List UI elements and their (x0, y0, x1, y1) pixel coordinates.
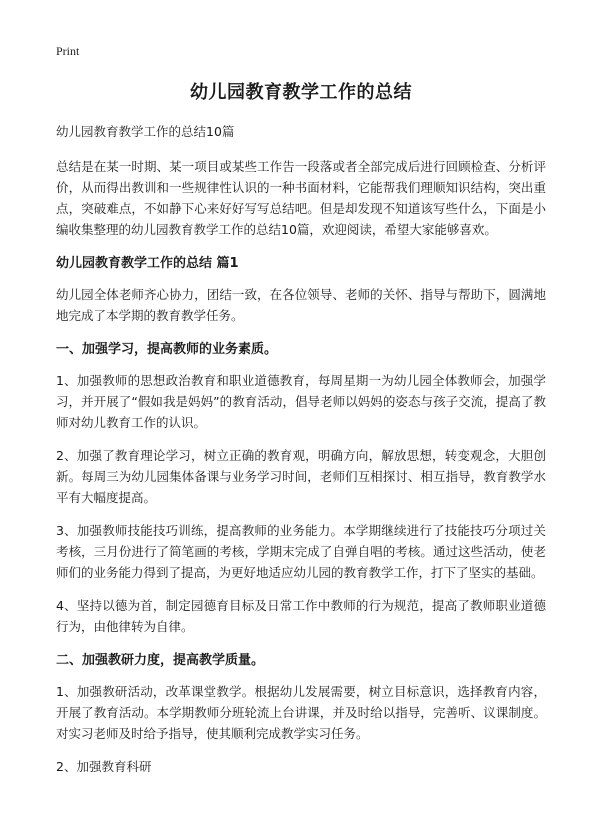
section2-item-2: 2、加强教育科研 (56, 759, 152, 774)
article-intro-paragraph: 幼儿园全体老师齐心协力，团结一致，在各位领导、老师的关怀、指导与帮助下，圆满地地完成了本学期的教育教学任务。 (56, 287, 546, 323)
print-link[interactable]: Print (56, 44, 80, 58)
document-title: 幼儿园教育教学工作的总结 (190, 82, 412, 103)
section1-item-2: 2、加强了教育理论学习，树立正确的教育观，明确方向，解放思想，转变观念，大胆创新。每周三为幼儿园集体备课与业务学习时间，老师们互相探讨、相互指导，教育教学水平有大幅度提高。 (56, 448, 546, 505)
document-subtitle: 幼儿园教育教学工作的总结10篇 (56, 124, 235, 139)
intro-paragraph: 总结是在某一时期、某一项目或某些工作告一段落或者全部完成后进行回顾检查、分析评价，从而得出教训和一些规律性认识的一种书面材料，它能帮我们理顺知识结构，突出重点，突破难点，不如静下心来好好写写总结吧。但是却发现不知道该写些什么，下面是小编收集整理的幼儿园教育教学工作的总结10篇，欢迎阅读，希望大家能够喜欢。 (56, 159, 546, 237)
section1-item-1: 1、加强教师的思想政治教育和职业道德教育，每周星期一为幼儿园全体教师会，加强学习，并开展了“假如我是妈妈”的教育活动，倡导老师以妈妈的姿态与孩子交流，提高了教师对幼儿教育工作的认识。 (56, 373, 546, 430)
section-heading-2: 二、加强教研力度，提高教学质量。 (56, 653, 265, 668)
section1-item-4: 4、坚持以德为首，制定园德育目标及日常工作中教师的行为规范，提高了教师职业道德行为，由他律转为自律。 (56, 598, 546, 634)
section2-item-1: 1、加强教研活动，改革课堂教学。根据幼儿发展需要，树立目标意识，选择教育内容，开展了教育活动。本学期教师分班轮流上台讲课，并及时给以指导，完善听、议课制度。对实习老师及时给予指导，使其顺利完成教学实习任务。 (56, 684, 546, 741)
section1-item-3: 3、加强教师技能技巧训练，提高教师的业务能力。本学期继续进行了技能技巧分项过关考核，三月份进行了简笔画的考核，学期末完成了自弹自唱的考核。通过这些活动，使老师们的业务能力得到了提高，为更好地适应幼儿园的教育教学工作，打下了坚实的基础。 (56, 523, 546, 580)
article-heading: 幼儿园教育教学工作的总结 篇1 (56, 256, 239, 271)
section-heading-1: 一、加强学习，提高教师的业务素质。 (56, 342, 278, 357)
document-body (56, 78, 546, 789)
